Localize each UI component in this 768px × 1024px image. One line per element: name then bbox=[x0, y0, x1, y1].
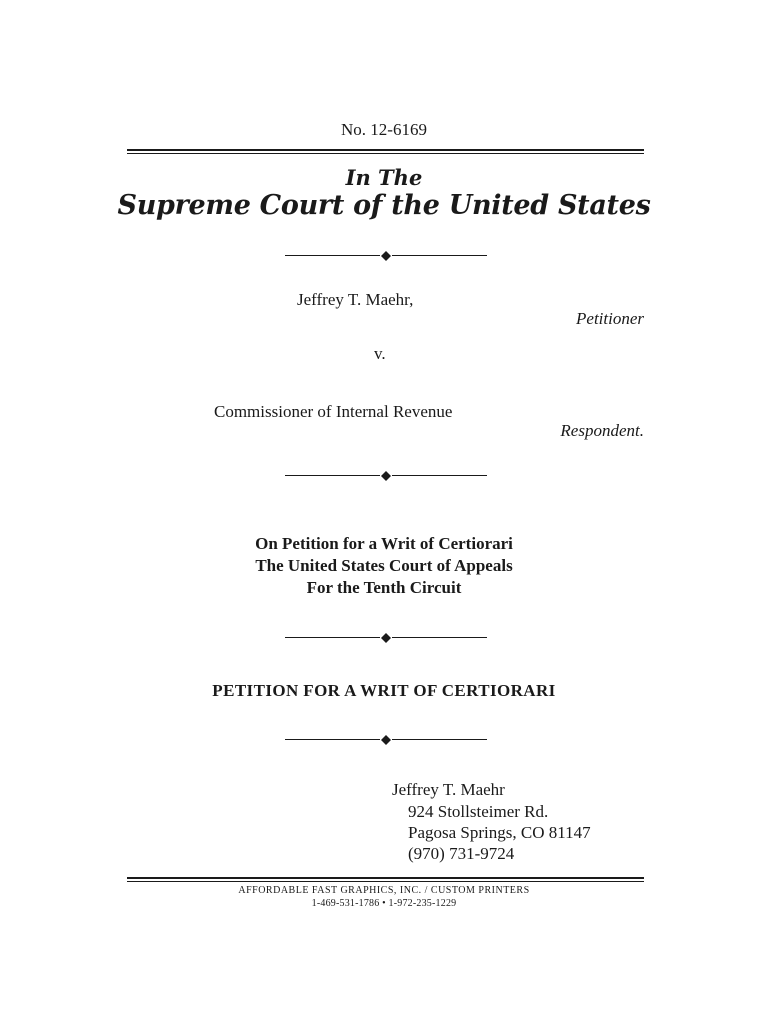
diamond-ornament-icon bbox=[381, 633, 391, 643]
respondent-role: Respondent. bbox=[560, 421, 644, 440]
versus: v. bbox=[374, 344, 386, 363]
diamond-ornament-icon bbox=[381, 251, 391, 261]
filer-city: Pagosa Springs, CO 81147 bbox=[408, 823, 591, 842]
printer-name: AFFORDABLE FAST GRAPHICS, INC. / CUSTOM PRINTERS bbox=[238, 885, 530, 896]
diamond-ornament-icon bbox=[381, 471, 391, 481]
case-number: No. 12-6169 bbox=[341, 120, 427, 139]
document-title: PETITION FOR A WRIT OF CERTIORARI bbox=[212, 681, 556, 700]
filer-street: 924 Stollsteimer Rd. bbox=[408, 802, 549, 821]
section-divider bbox=[285, 735, 487, 745]
section-divider bbox=[285, 633, 487, 643]
filer-phone: (970) 731-9724 bbox=[408, 844, 515, 863]
top-double-rule bbox=[127, 149, 644, 154]
petition-heading-line2: The United States Court of Appeals bbox=[255, 556, 513, 575]
section-divider bbox=[285, 471, 487, 481]
petitioner-name: Jeffrey T. Maehr, bbox=[297, 290, 414, 309]
petition-heading-line1: On Petition for a Writ of Certiorari bbox=[255, 534, 513, 553]
printer-phones: 1-469-531-1786 • 1-972-235-1229 bbox=[311, 898, 457, 909]
section-divider bbox=[285, 251, 487, 261]
filer-name: Jeffrey T. Maehr bbox=[392, 780, 505, 799]
bottom-double-rule bbox=[127, 877, 644, 882]
respondent-name: Commissioner of Internal Revenue bbox=[214, 402, 453, 421]
petitioner-role: Petitioner bbox=[576, 309, 644, 328]
diamond-ornament-icon bbox=[381, 735, 391, 745]
petition-heading-line3: For the Tenth Circuit bbox=[306, 578, 462, 597]
court-name: Supreme Court of the United States bbox=[117, 190, 651, 221]
court-line-in-the: In The bbox=[345, 165, 423, 190]
